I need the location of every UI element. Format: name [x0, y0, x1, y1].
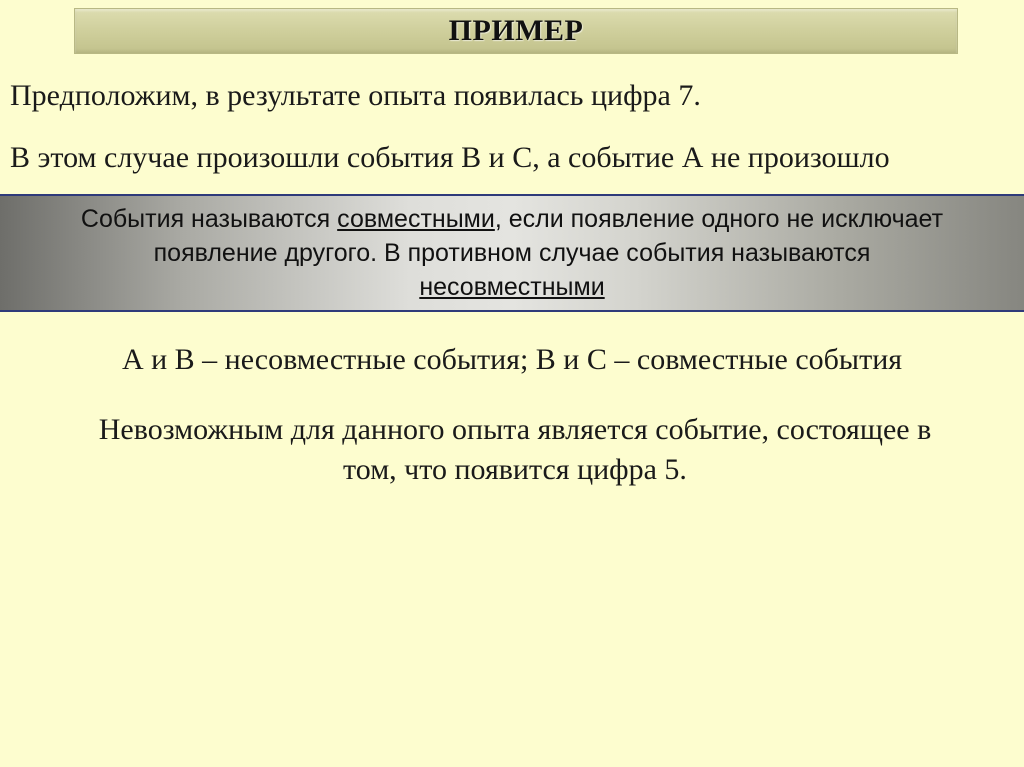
- paragraph-line-2: том, что появится цифра 5.: [343, 453, 687, 486]
- title-bar: [74, 8, 958, 54]
- definition-line-3: [419, 270, 604, 304]
- term-compatible: совместными: [337, 205, 495, 233]
- definition-text-1: События называются: [80, 205, 338, 233]
- paragraph-line-1: Невозможным для данного опыта является событие, состоящее в: [98, 413, 932, 446]
- definition-divider-bottom: [0, 310, 1024, 312]
- definition-text-2: , если появление одного не исключает: [494, 205, 944, 233]
- term-incompatible: несовместными: [419, 273, 605, 301]
- definition-box: [0, 196, 1024, 310]
- definition-line-2: появление другого. В противном случае события называются: [153, 239, 871, 267]
- definition-line-1: [81, 202, 943, 236]
- intro-line: Предположим, в результате опыта появилась цифра 7.: [10, 79, 701, 112]
- impossible-event-paragraph: [20, 410, 1010, 490]
- conclusion-line: А и В – несовместные события; В и С – совместные события: [121, 343, 903, 376]
- events-line: В этом случае произошли события В и С, а событие А не произошло: [10, 141, 890, 174]
- slide-title: ПРИМЕР: [448, 14, 584, 47]
